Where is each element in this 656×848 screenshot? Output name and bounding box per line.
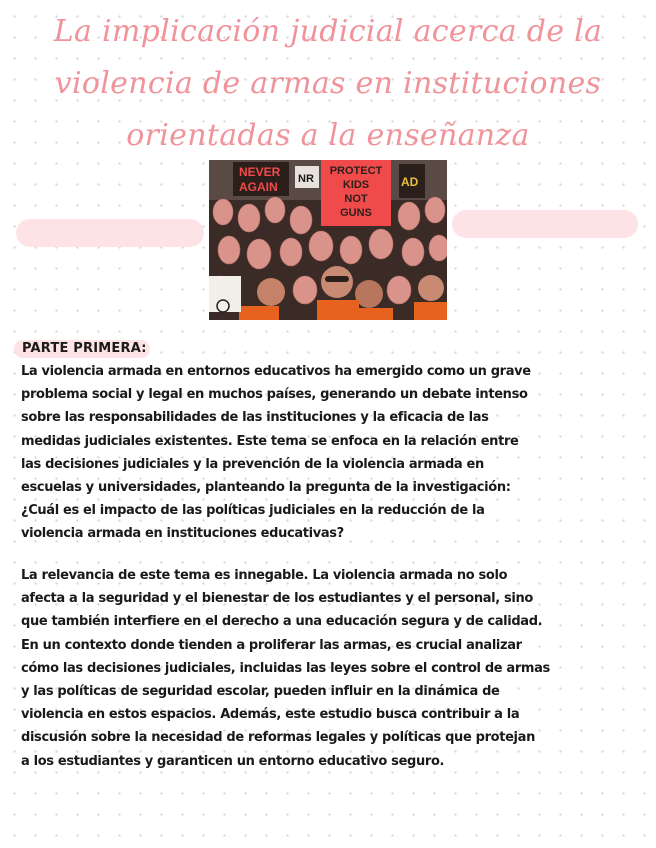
text-line: medidas judiciales existentes. Este tema se enfoca en la relación entre [21, 433, 519, 449]
text-line: problema social y legal en muchos países, generando un debate intenso [21, 387, 528, 403]
title-line: violencia de armas en instituciones [54, 66, 602, 101]
text-line: las decisiones judiciales y la prevención de la violencia armada en [21, 456, 484, 472]
document-title [28, 6, 628, 162]
text-line: La violencia armada en entornos educativos ha emergido como un grave [21, 364, 531, 379]
sign-text: GUNS [340, 207, 372, 219]
sign-text: AGAIN [239, 180, 278, 194]
text-line: La relevancia de este tema es innegable. La violencia armada no solo [21, 568, 508, 583]
paragraph-2 [21, 564, 550, 773]
protest-photo [209, 160, 447, 320]
text-line: a los estudiantes y garanticen un entorno educativo seguro. [21, 753, 445, 769]
sign-text: NEVER [239, 165, 281, 179]
sign-text: PROTECT [329, 165, 383, 177]
text-line: afecta a la seguridad y el bienestar de los estudiantes y el personal, sino [21, 591, 534, 607]
sign-text: KIDS [342, 179, 370, 191]
text-line: violencia en estos espacios. Además, este estudio busca contribuir a la [21, 707, 520, 723]
title-line: La implicación judicial acerca de la [53, 14, 603, 49]
sign-text: NR [298, 173, 314, 185]
decorative-highlight-right [452, 210, 638, 238]
text-line: cómo las decisiones judiciales, incluidas las leyes sobre el control de armas [21, 660, 550, 676]
text-line: ¿Cuál es el impacto de las políticas judiciales en la reducción de la [21, 503, 485, 519]
text-line: sobre las responsabilidades de las instituciones y la eficacia de las [21, 410, 489, 426]
text-line: que también interfiere en el derecho a una educación segura y de calidad. [21, 614, 543, 630]
text-line: escuelas y universidades, planteando la pregunta de la investigación: [21, 480, 511, 496]
small-sign [209, 276, 241, 312]
title-line: orientadas a la enseñanza [126, 118, 530, 153]
text-line: y las políticas de seguridad escolar, pueden influir en la dinámica de [21, 684, 500, 700]
decorative-highlight-left [16, 219, 204, 247]
section-heading: PARTE PRIMERA: [22, 341, 147, 356]
paragraph-1 [21, 360, 531, 546]
sign-text: NOT [344, 193, 368, 205]
text-line: violencia armada en instituciones educativas? [21, 526, 344, 542]
text-line: discusión sobre la necesidad de reformas legales y políticas que protejan [21, 730, 535, 746]
sign-text: AD [401, 175, 419, 189]
text-line: En un contexto donde tienden a proliferar las armas, es crucial analizar [21, 637, 522, 653]
